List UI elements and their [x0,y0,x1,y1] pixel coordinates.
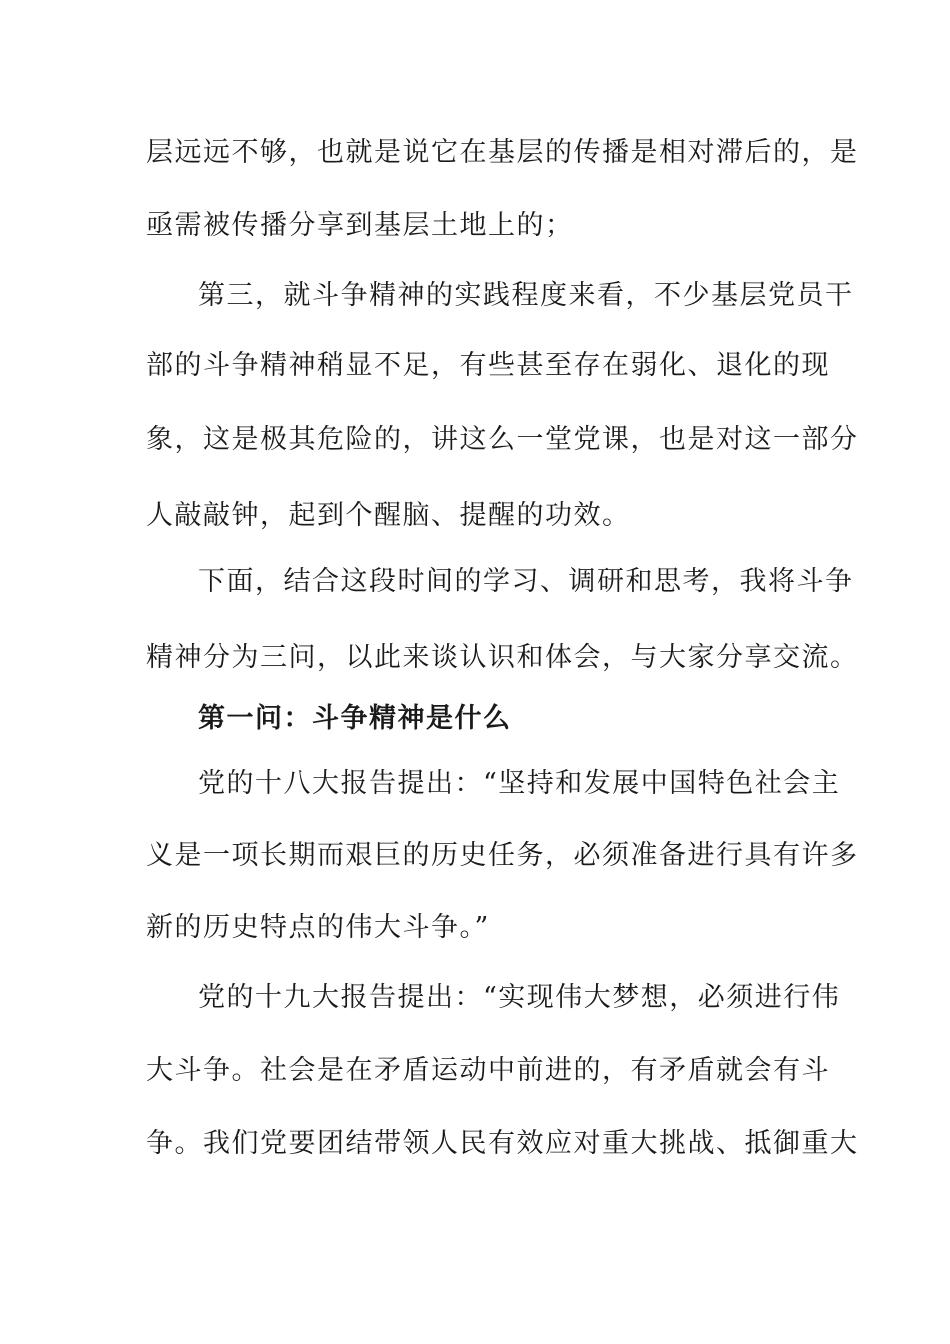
paragraph-start: 党的十八大报告提出：“坚持和发展中国特色社会主 [198,768,841,799]
text-line: 亟需被传播分享到基层土地上的； [146,210,574,241]
text-line: 争。我们党要团结带领人民有效应对重大挑战、抵御重大 [146,1128,859,1159]
text-line: 象，这是极其危险的，讲这么一堂党课，也是对这一部分 [146,424,859,455]
text-line: 人敲敲钟，起到个醒脑、提醒的功效。 [146,500,631,531]
text-line: 新的历史特点的伟大斗争。” [146,912,490,943]
text-line: 大斗争。社会是在矛盾运动中前进的，有矛盾就会有斗 [146,1055,830,1086]
text-line: 层远远不够，也就是说它在基层的传播是相对滞后的，是 [146,137,859,168]
paragraph-start: 下面，结合这段时间的学习、调研和思考，我将斗争 [198,566,854,597]
text-line: 精神分为三问，以此来谈认识和体会，与大家分享交流。 [146,642,859,673]
text-line: 部的斗争精神稍显不足，有些甚至存在弱化、退化的现 [146,350,830,381]
paragraph-start: 第三，就斗争精神的实践程度来看，不少基层党员干 [198,280,854,311]
section-heading: 第一问：斗争精神是什么 [198,703,512,734]
paragraph-start: 党的十九大报告提出：“实现伟大梦想，必须进行伟 [198,982,841,1013]
text-line: 义是一项长期而艰巨的历史任务，必须准备进行具有许多 [146,840,859,871]
